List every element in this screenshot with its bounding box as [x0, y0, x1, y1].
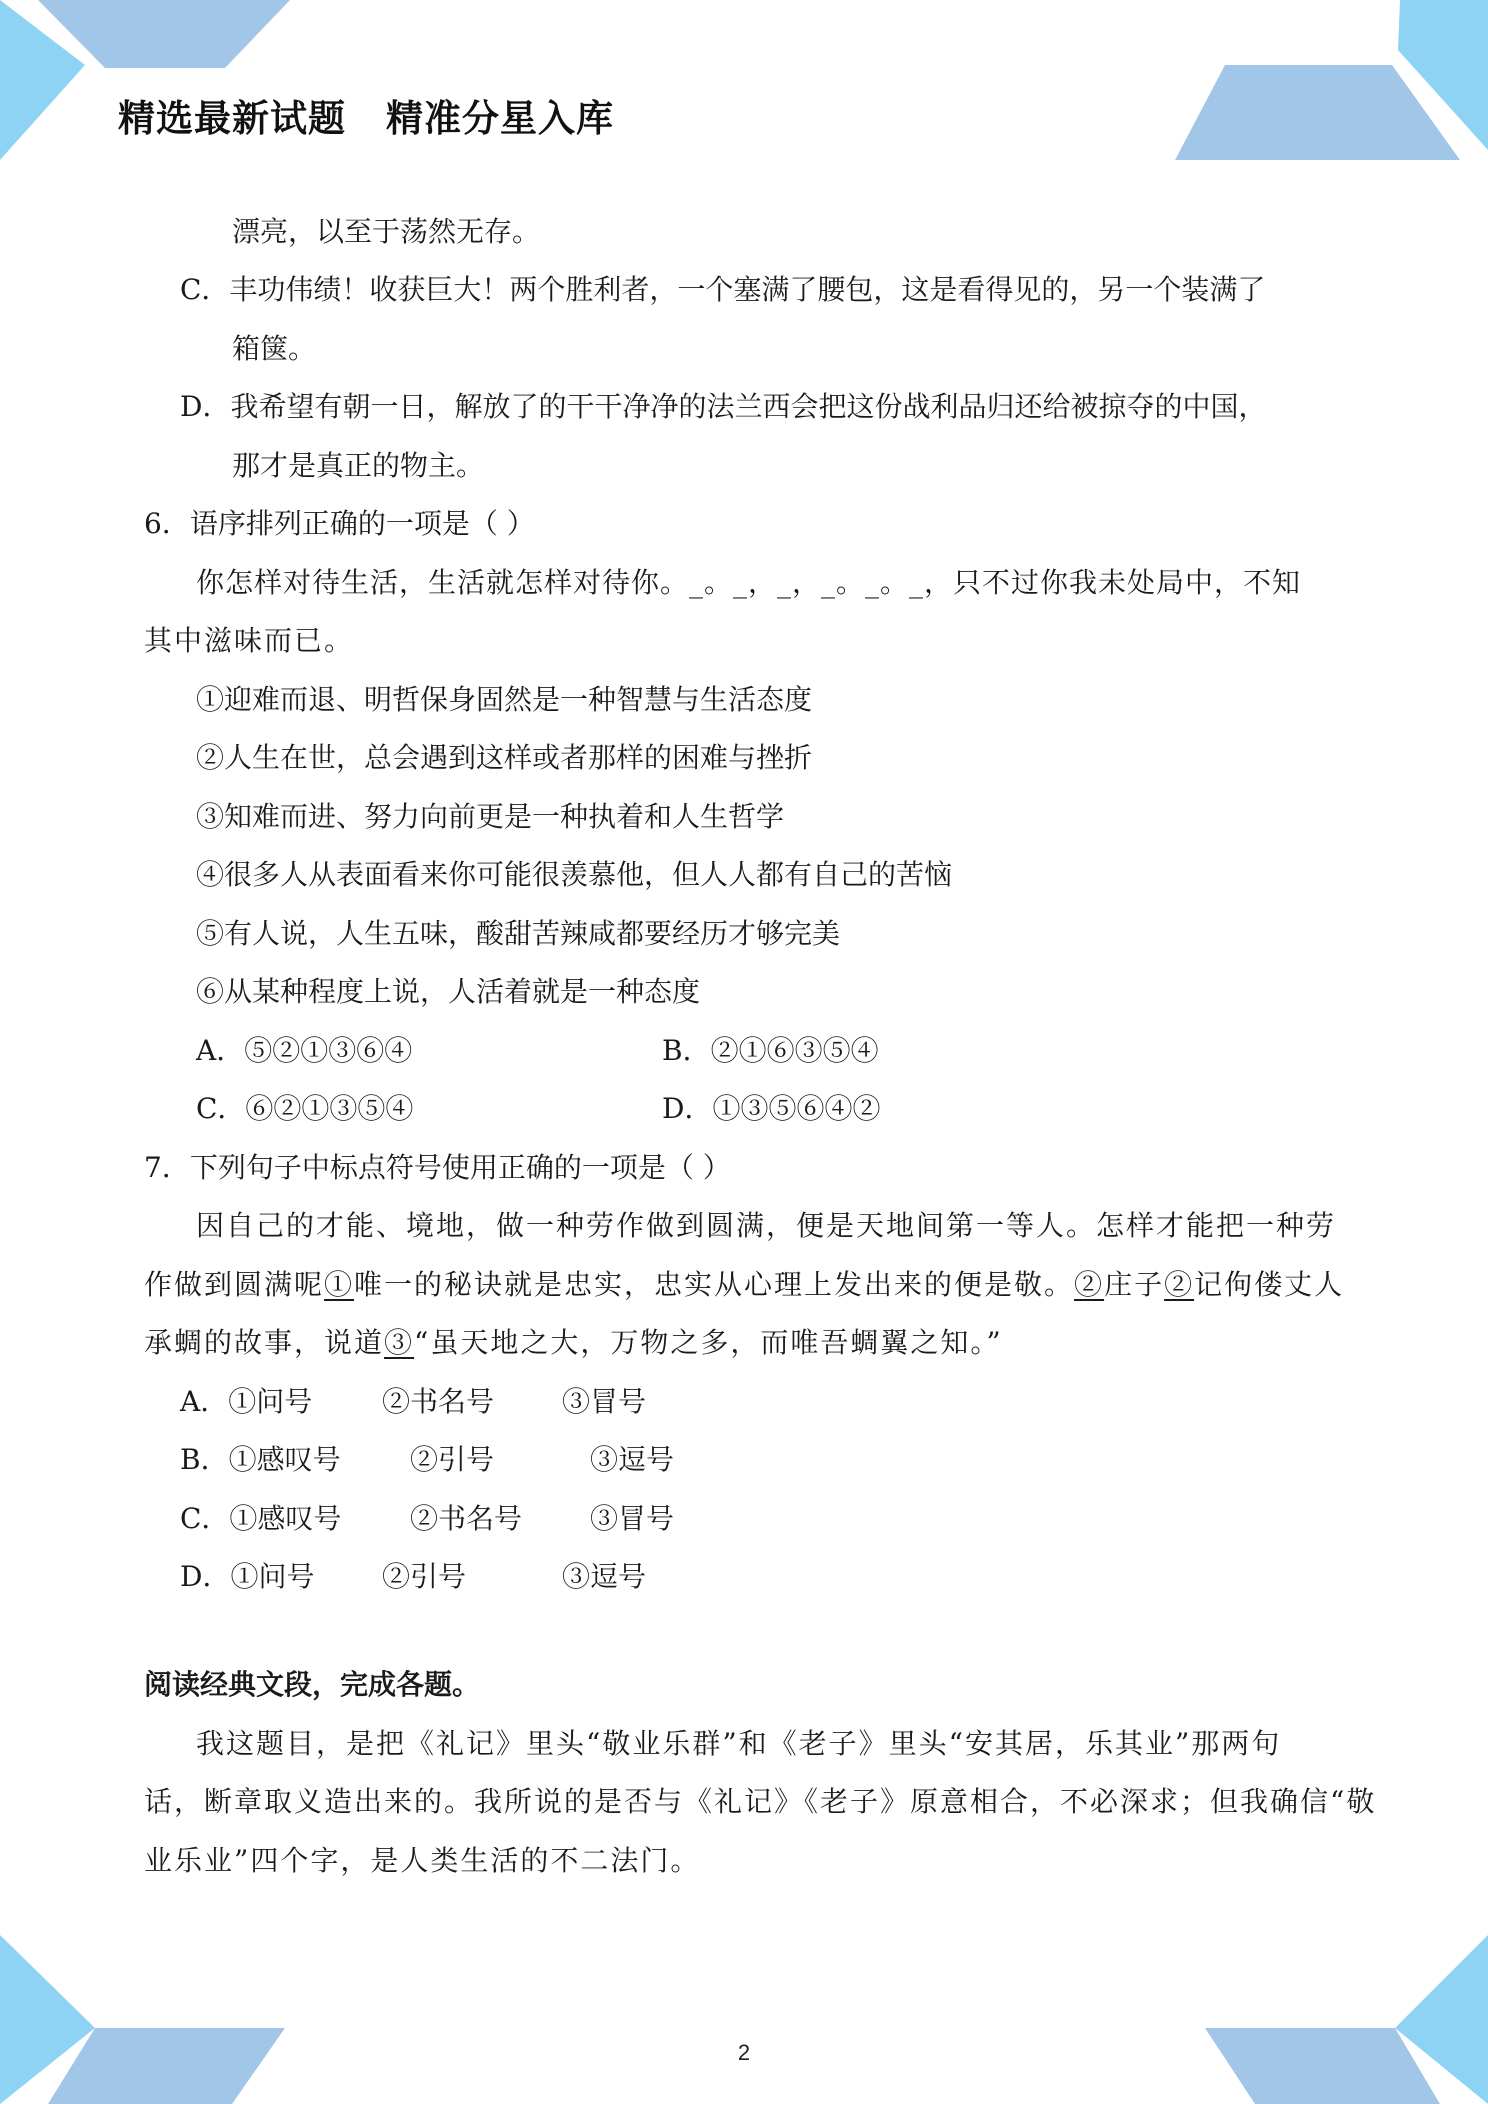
q6-option-a: A．⑤②①③⑥④: [196, 1034, 413, 1067]
header-title: [118, 88, 614, 142]
q7-option-b-1: B．①感叹号: [180, 1443, 341, 1476]
q7-text-segment: 作做到圆满呢: [144, 1268, 325, 1301]
q6-item-1: ①迎难而退、明哲保身固然是一种智慧与生活态度: [196, 683, 813, 716]
header-title-left: 精选最新试题: [118, 97, 346, 140]
page-number: 2: [737, 2040, 751, 2065]
q5-option-b-continuation: 漂亮，以至于荡然无存。: [232, 215, 541, 248]
q7-passage-line3: [144, 1323, 1003, 1363]
q7-option-a-3: ③冒号: [562, 1385, 647, 1418]
reading-line3: 业乐业”四个字，是人类生活的不二法门。: [144, 1844, 701, 1877]
q7-text-segment: 承蜩的故事，说道: [144, 1326, 385, 1359]
q7-blank-marker-1: ①: [324, 1268, 355, 1301]
q5-option-d-line1: D．我希望有朝一日，解放了的干干净净的法兰西会把这份战利品归还给被掠夺的中国，: [180, 390, 1267, 423]
q5-option-c-line2: 箱箧。: [232, 332, 317, 365]
q7-blank-marker-3: ③: [384, 1326, 415, 1359]
bottom-right-corner-triangle: [1395, 1935, 1488, 2104]
bottom-left-corner-triangle: [0, 1935, 95, 2104]
q7-option-c-1: C．①感叹号: [180, 1502, 342, 1535]
q7-passage-line2: [144, 1265, 1344, 1305]
header-title-right: 精准分星入库: [386, 97, 614, 140]
q6-stem: 6．语序排列正确的一项是（ ）: [144, 507, 535, 540]
reading-line2: 话，断章取义造出来的。我所说的是否与《礼记》《老子》原意相合，不必深求；但我确信“敬: [144, 1785, 1377, 1818]
q6-item-2: ②人生在世，总会遇到这样或者那样的困难与挫折: [196, 741, 813, 774]
top-left-corner-triangle: [0, 0, 85, 160]
q7-option-a-1: A．①问号: [180, 1385, 313, 1418]
q7-blank-marker-2a: ②: [1074, 1268, 1105, 1301]
q7-passage-line1: 因自己的才能、境地，做一种劳作做到圆满，便是天地间第一等人。怎样才能把一种劳: [196, 1209, 1337, 1242]
q7-option-d-1: D．①问号: [180, 1560, 315, 1593]
q5-option-c-line1: C．丰功伟绩！收获巨大！两个胜利者，一个塞满了腰包，这是看得见的，另一个装满了: [180, 273, 1266, 306]
q6-item-6: ⑥从某种程度上说，人活着就是一种态度: [196, 975, 701, 1008]
q7-option-a-2: ②书名号: [382, 1385, 495, 1418]
q7-text-segment: 庄子: [1104, 1268, 1165, 1301]
q6-option-d: D．①③⑤⑥④②: [662, 1092, 881, 1125]
q7-option-b-3: ③逗号: [590, 1443, 675, 1476]
q7-text-segment: 唯一的秘诀就是忠实，忠实从心理上发出来的便是敬。: [354, 1268, 1075, 1301]
top-left-banner-shape: [38, 0, 290, 68]
q5-option-d-line2: 那才是真正的物主。: [232, 449, 485, 482]
q6-passage-line1: 你怎样对待生活，生活就怎样对待你。_。_，_，_。_。_，只不过你我未处局中，不知: [196, 566, 1302, 599]
reading-line1: 我这题目，是把《礼记》里头“敬业乐群”和《老子》里头“安其居，乐其业”那两句: [196, 1727, 1282, 1760]
q7-text-segment: “虽天地之大，万物之多，而唯吾蜩翼之知。”: [414, 1326, 1003, 1359]
q7-text-segment: 记佝偻丈人: [1194, 1268, 1345, 1301]
reading-heading: 阅读经典文段，完成各题。: [144, 1668, 481, 1701]
q6-item-5: ⑤有人说，人生五味，酸甜苦辣咸都要经历才够完美: [196, 917, 841, 950]
q7-blank-marker-2b: ②: [1164, 1268, 1195, 1301]
q7-option-c-3: ③冒号: [590, 1502, 675, 1535]
q7-option-b-2: ②引号: [410, 1443, 495, 1476]
top-right-corner-triangle: [1398, 0, 1488, 150]
q7-stem: 7．下列句子中标点符号使用正确的一项是（ ）: [144, 1151, 731, 1184]
q6-option-c: C．⑥②①③⑤④: [196, 1092, 414, 1125]
q7-option-d-2: ②引号: [382, 1560, 467, 1593]
q6-passage-line2: 其中滋味而已。: [144, 624, 355, 657]
top-right-trapezoid: [1175, 65, 1460, 160]
q7-option-c-2: ②书名号: [410, 1502, 523, 1535]
q6-item-4: ④很多人从表面看来你可能很羡慕他，但人人都有自己的苦恼: [196, 858, 953, 891]
q6-item-3: ③知难而进、努力向前更是一种执着和人生哲学: [196, 800, 785, 833]
q6-option-b: B．②①⑥③⑤④: [662, 1034, 879, 1067]
q7-option-d-3: ③逗号: [562, 1560, 647, 1593]
